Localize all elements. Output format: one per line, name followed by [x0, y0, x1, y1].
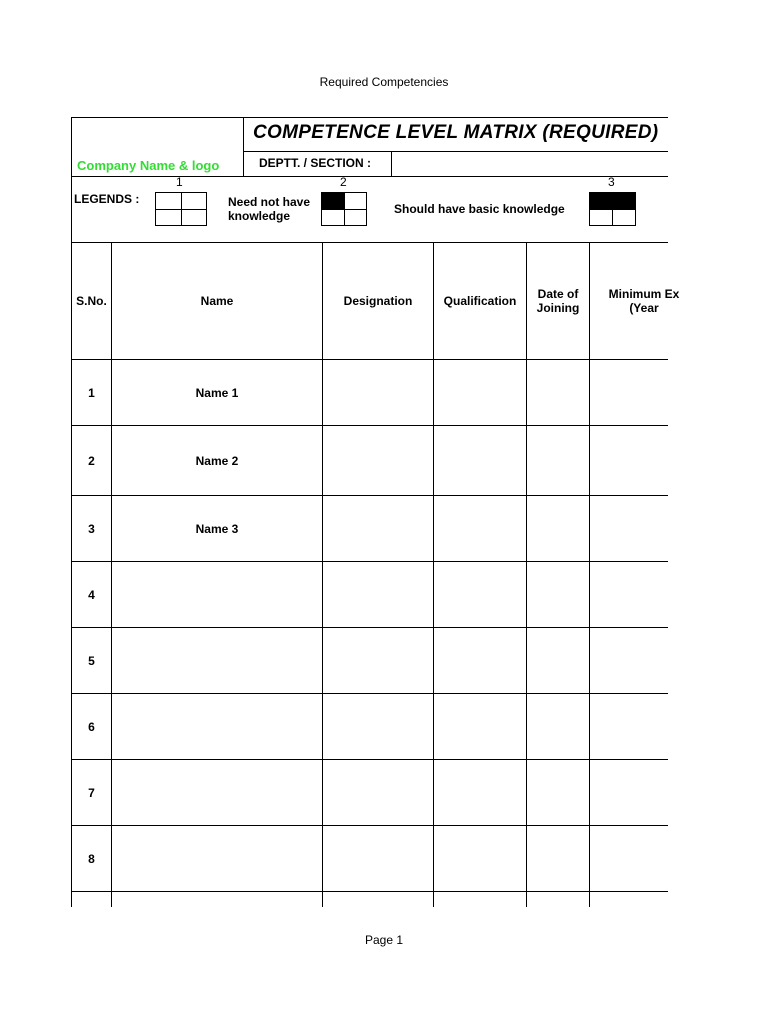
dept-section-field[interactable] — [392, 152, 667, 175]
legend-1-q3 — [156, 209, 181, 225]
legend-1-number: 1 — [176, 175, 183, 189]
column-header-min-experience-cell — [590, 243, 680, 359]
page-header: Required Competencies — [319, 75, 449, 89]
legend-3-q4 — [612, 209, 635, 225]
row-6-name[interactable] — [112, 694, 322, 759]
row-3-name[interactable]: Name 3 — [195, 521, 239, 536]
legend-3-top-filled — [590, 193, 635, 209]
legend-2-number: 2 — [340, 175, 347, 189]
row-1-sno: 1 — [88, 385, 95, 400]
row-5-sno: 5 — [88, 653, 95, 668]
row-1-name[interactable]: Name 1 — [195, 385, 239, 400]
row-8-name[interactable] — [112, 826, 322, 891]
column-header-date-of-joining: Date of Joining — [536, 287, 580, 315]
row-5-name[interactable] — [112, 628, 322, 693]
legend-3-q3 — [590, 209, 612, 225]
column-header-min-experience: Minimum Ex (Year — [608, 287, 680, 315]
row-7-sno: 7 — [88, 785, 95, 800]
legend-3-number: 3 — [608, 175, 615, 189]
legend-1-q2 — [181, 193, 206, 209]
legend-1-q1 — [156, 193, 181, 209]
column-header-name: Name — [200, 294, 234, 308]
title-cell — [243, 117, 666, 151]
column-header-designation: Designation — [343, 294, 413, 308]
row-4-name[interactable] — [112, 562, 322, 627]
legend-2-q1 — [322, 193, 344, 209]
legend-2-grid-icon — [321, 192, 367, 226]
row-8-sno: 8 — [88, 851, 95, 866]
row-6-sno: 6 — [88, 719, 95, 734]
legend-2-q3 — [322, 209, 344, 225]
legends-label: LEGENDS : — [74, 192, 140, 206]
legend-1-grid-icon — [155, 192, 207, 226]
legend-2-q4 — [344, 209, 366, 225]
legend-1-q4 — [181, 209, 206, 225]
row-4-sno: 4 — [88, 587, 95, 602]
page-footer: Page 1 — [364, 933, 404, 947]
legend-2-q2 — [344, 193, 366, 209]
legend-2-text: Need not have knowledge — [228, 195, 311, 223]
row-7-name[interactable] — [112, 760, 322, 825]
column-header-sno: S.No. — [76, 294, 107, 308]
legend-3-text: Should have basic knowledge — [394, 202, 565, 216]
row-3-sno: 3 — [88, 521, 95, 536]
column-header-qualification: Qualification — [443, 294, 517, 308]
legend-3-grid-icon — [589, 192, 636, 226]
row-2-name[interactable]: Name 2 — [195, 453, 239, 468]
dept-section-label: DEPTT. / SECTION : — [259, 156, 372, 170]
row-2-sno: 2 — [88, 453, 95, 468]
company-logo-placeholder: Company Name & logo — [77, 158, 220, 173]
form-title: COMPETENCE LEVEL MATRIX (REQUIRED) — [253, 122, 659, 143]
